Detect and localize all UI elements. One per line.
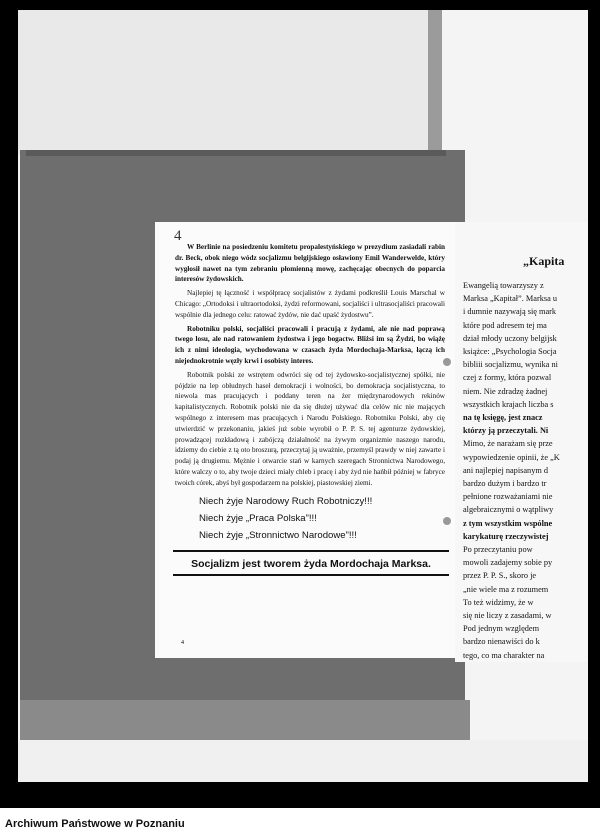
- right-heading: „Kapita: [523, 254, 565, 268]
- right-line: Pod jednym względem: [463, 624, 540, 634]
- right-line: wypowiedzenie opinii, że „K: [463, 452, 560, 462]
- right-line: dział młody uczony belgijsk: [463, 333, 557, 343]
- archive-label: Archiwum Państwowe w Poznaniu: [5, 818, 185, 830]
- cardboard-top-edge: [26, 150, 446, 156]
- slogan-1: Niech żyje Narodowy Ruch Robotniczy!!!: [199, 495, 373, 507]
- background-band: [18, 10, 432, 155]
- paragraph-2: Najlepiej tę łączność i współpracę socjalistów z żydami podkreślił Louis Marschal w Chicago: „Ortodoksi i ultraortodoksi, żydzi reformowani, socjaliści i ultrasocjaliści pracowali wspólnie dla jednego celu: ratować żydów, nie dać upaść żydostwu”.: [175, 289, 445, 319]
- right-line: bardzo dużym i bardzo tr: [463, 479, 547, 489]
- right-line: algebraicznymi o wątpliwy: [463, 505, 554, 515]
- right-page: [455, 222, 588, 662]
- right-line: To też widzimy, że w: [463, 597, 534, 607]
- handwritten-mark: 4: [174, 228, 182, 244]
- right-line: którzy ją przeczytali. Ni: [463, 426, 549, 436]
- punch-hole-lower: [443, 517, 451, 525]
- punch-hole-upper: [443, 358, 451, 366]
- right-line: „nie wiele ma z rozumem: [463, 584, 549, 594]
- right-line: mowoli zadajemy sobie py: [463, 558, 553, 568]
- right-line: przez P. P. S., skoro je: [463, 571, 537, 581]
- right-line: książce: „Psychologia Socja: [463, 347, 557, 357]
- right-line: tego, co ma charakter na: [463, 650, 545, 660]
- closing-title: Socjalizm jest tworem żyda Mordochaja Marksa.: [191, 557, 431, 570]
- right-line: i dumnie nazywają się mark: [463, 307, 557, 317]
- right-line: czej z formy, która pozwal: [463, 373, 552, 383]
- right-line: wszystkich krajach liczba s: [463, 399, 554, 409]
- paragraph-4: Robotnik polski ze wstrętem odwróci się od tej żydowsko-socjalistycznej spółki, nie pójdzie na lep obłudnych haseł demokracji i wolności, bo demokracja socjalistyczna, to niewola mas pracujących i poddany teren na żer międzynarodowych rekinów kapitalistycznych. Robotnik polski nie da się dłużej używać dla celów nic nie mających wspólnego z interesem mas pracujących i Narodu Polskiego. Robotniku Polski, aby cię utwierdzić w przekonaniu, jakieś już sobie wyrobił o P. P. S. tej agenturze żydowskiej, prowadzącej rozkładową i zabójczą działalność na żywym organizmie naszego narodu, idziemy do ciebie z tą oto broszurą, przeczytaj ją uważnie, przemyśl prawdy w niej zawarte i podaj ją drugiemu. Mężnie i otwarcie stań w karnych szeregach Stronnictwa Narodowego, które walczy o to, aby twoje dzieci miały chleb i pracę i aby żyd nie hańbił później w fabryce twoich córek, abyś był gospodarzem na polskiej, piastowskiej ziemi.: [175, 370, 445, 487]
- page-number: 4: [181, 640, 184, 646]
- slogan-2: Niech żyje „Praca Polska”!!!: [199, 512, 317, 524]
- bottom-strip: [18, 740, 588, 782]
- right-line: na tę księgę, jest znacz: [463, 413, 543, 423]
- right-line: które pod adresem tej ma: [463, 320, 547, 330]
- footer-bar: [0, 808, 600, 840]
- left-page: [155, 222, 457, 658]
- right-lines: [463, 279, 588, 662]
- right-line: Ewangelią towarzyszy z: [463, 281, 544, 290]
- right-line: się nie liczy z zasadami, w: [463, 611, 552, 621]
- rule-bottom: [173, 574, 449, 576]
- dark-strip: [428, 10, 442, 155]
- right-line: Mimo, że narażam się prze: [463, 439, 553, 449]
- right-line: karykaturę rzeczywistej: [463, 531, 549, 541]
- paragraph-1: W Berlinie na posiedzeniu komitetu propalestyńskiego w prezydium zasiadali rabin dr. Beck, obok niego wódz socjalizmu belgijskiego osławiony Emil Wanderwelde, który wygłosił nawet na tym zebraniu płomienną mowę, zachęcając obecnych do poparcia interesów żydowskich.: [175, 243, 445, 284]
- right-line: Marksa „Kapitał”. Marksa u: [463, 294, 557, 304]
- right-line: ani najlepiej napisanym d: [463, 465, 549, 475]
- right-line: z tym wszystkim wspólne: [463, 518, 553, 528]
- right-line: niem. Nie zdradzę żadnej: [463, 386, 548, 396]
- right-line: bibliii socjalizmu, wynika ni: [463, 360, 558, 370]
- paragraph-3: Robotniku polski, socjaliści pracowali i pracują z żydami, ale nie nad poprawą twego losu, ale nad ratowaniem żydostwa i jego bogactw. Bliżsi im są Żydzi, bo wiążę ich z nimi ideologia, wychodowana w czasach żyda Mordochaja-Marksa, łączą ich niejednokrotnie węzły krwi i osobisty interes.: [175, 324, 445, 365]
- right-line: bardzo nienawiści do k: [463, 637, 540, 647]
- slogan-3: Niech żyje „Stronnictwo Narodowe”!!!: [199, 529, 357, 541]
- right-line: Po przeczytaniu pow: [463, 545, 533, 555]
- cardboard-lower-edge: [20, 700, 470, 740]
- right-line: pełnione rozważaniami nie: [463, 492, 553, 502]
- rule-top: [173, 550, 449, 552]
